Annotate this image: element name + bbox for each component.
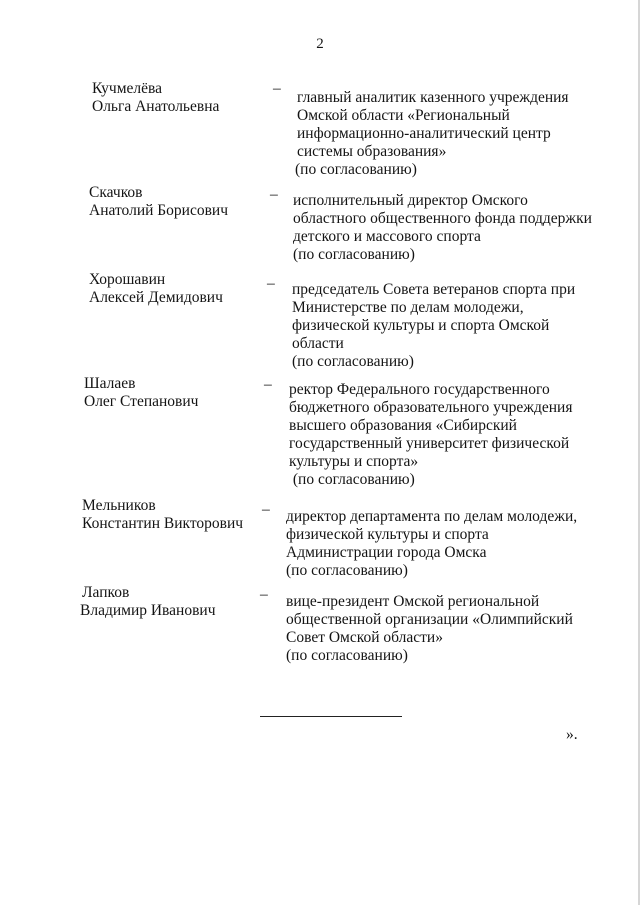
separator-dash: – xyxy=(267,275,275,292)
position-line: Администрации города Омска xyxy=(286,544,487,561)
position-line: высшего образования «Сибирский xyxy=(289,417,517,434)
separator-dash: – xyxy=(262,501,270,518)
member-name xyxy=(84,375,198,411)
member-position xyxy=(289,381,572,489)
position-line: государственный университет физической xyxy=(289,435,570,452)
position-line: (по согласованию) xyxy=(286,562,408,579)
position-line: ректор Федерального государственного xyxy=(289,381,550,398)
closing-rule xyxy=(260,716,402,717)
position-line: вице-президент Омской региональной xyxy=(286,593,540,610)
closing-quote-mark: ». xyxy=(566,726,578,743)
member-given-names: Анатолий Борисович xyxy=(89,202,229,219)
member-position xyxy=(297,89,569,179)
member-surname: Хорошавин xyxy=(89,271,166,288)
member-name xyxy=(82,497,243,533)
position-line: главный аналитик казенного учреждения xyxy=(297,89,569,106)
separator-dash: – xyxy=(270,186,278,203)
member-given-names: Константин Викторович xyxy=(82,515,244,532)
member-position xyxy=(293,192,592,264)
member-surname: Шалаев xyxy=(84,375,136,392)
member-surname: Мельников xyxy=(82,497,156,514)
member-name xyxy=(89,184,228,220)
position-line: директор департамента по делам молодежи, xyxy=(286,508,578,525)
position-line: областного общественного фонда поддержки xyxy=(293,210,592,227)
separator-dash: – xyxy=(273,80,281,97)
member-position xyxy=(292,281,575,371)
member-given-names: Ольга Анатольевна xyxy=(92,98,220,115)
position-line: культуры и спорта» xyxy=(289,453,419,470)
page-number: 2 xyxy=(316,36,324,52)
member-surname: Кучмелёва xyxy=(92,80,163,97)
member-position xyxy=(286,593,573,665)
separator-dash: – xyxy=(264,376,272,393)
position-line: исполнительный директор Омского xyxy=(293,192,528,209)
separator-dash: – xyxy=(260,586,268,603)
position-line: Министерстве по делам молодежи, xyxy=(292,299,524,316)
position-line: физической культуры и спорта xyxy=(286,526,489,543)
position-line: системы образования» xyxy=(297,143,447,160)
member-position xyxy=(286,508,577,580)
position-line: Совет Омской области» xyxy=(286,629,443,646)
member-given-names: Владимир Иванович xyxy=(80,602,216,619)
member-given-names: Алексей Демидович xyxy=(89,289,223,306)
position-line: детского и массового спорта xyxy=(293,228,481,245)
member-given-names: Олег Степанович xyxy=(84,393,199,410)
member-name xyxy=(82,584,216,620)
member-name xyxy=(89,271,223,307)
position-line: (по согласованию) xyxy=(295,161,417,178)
position-line: (по согласованию) xyxy=(293,246,415,263)
position-line: (по согласованию) xyxy=(292,353,414,370)
position-line: председатель Совета ветеранов спорта при xyxy=(292,281,576,298)
position-line: информационно-аналитический центр xyxy=(297,125,551,142)
position-line: области xyxy=(292,335,344,352)
position-line: бюджетного образовательного учреждения xyxy=(289,399,573,416)
position-line: (по согласованию) xyxy=(286,647,408,664)
member-surname: Лапков xyxy=(82,584,130,601)
member-name xyxy=(92,80,219,116)
position-line: (по согласованию) xyxy=(289,471,415,488)
position-line: физической культуры и спорта Омской xyxy=(292,317,550,334)
position-line: общественной организации «Олимпийский xyxy=(286,611,573,628)
position-line: Омской области «Региональный xyxy=(297,107,510,124)
member-surname: Скачков xyxy=(89,184,143,201)
